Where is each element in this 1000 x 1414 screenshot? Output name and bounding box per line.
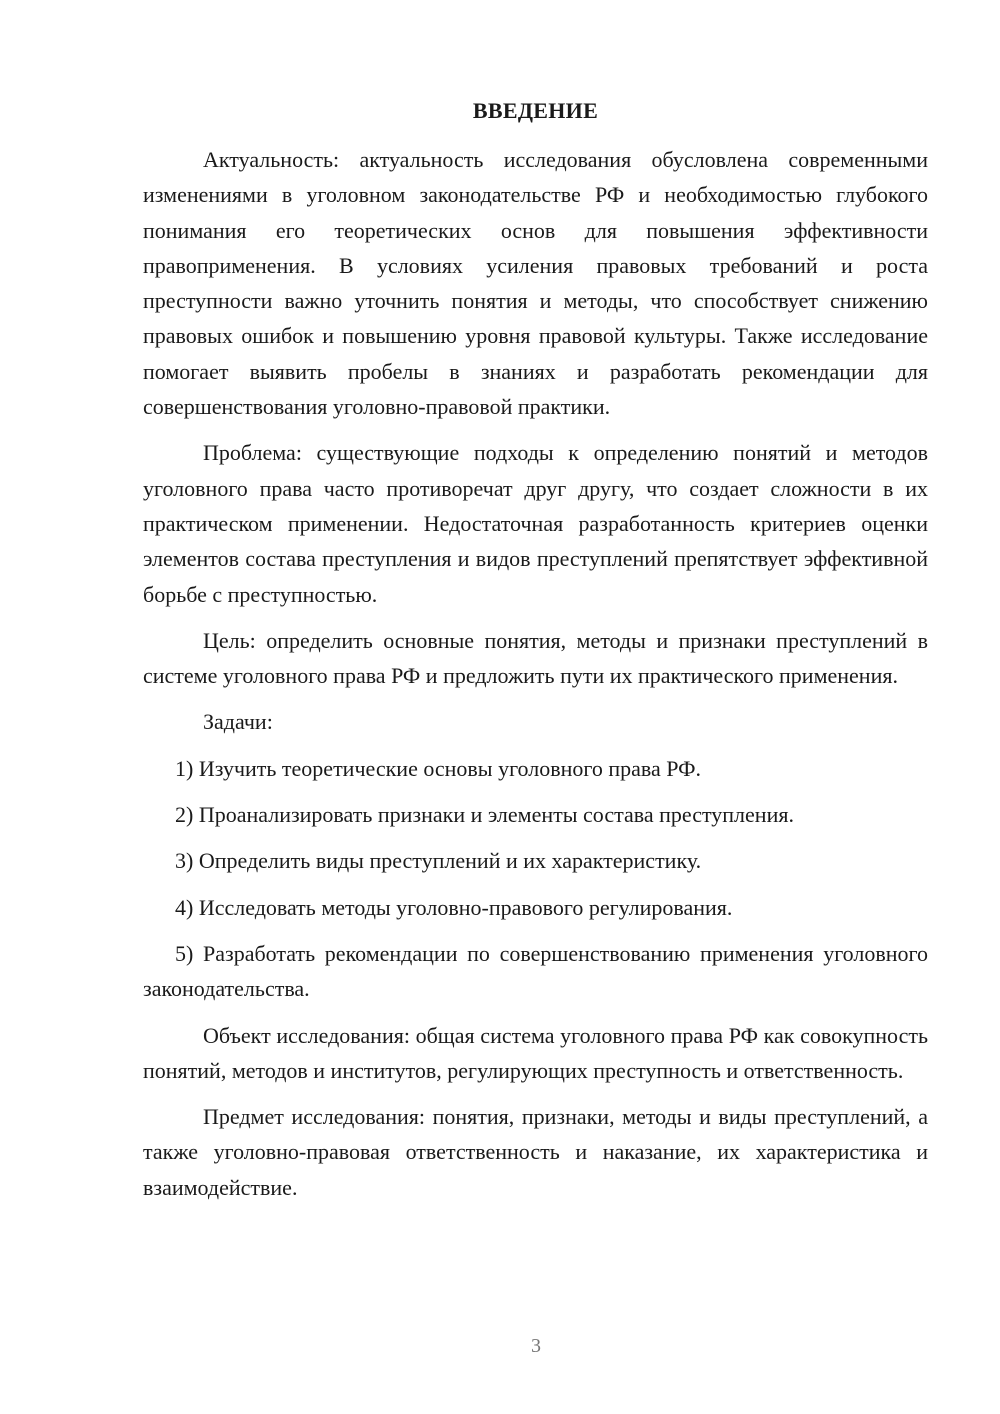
task-item: 3) Определить виды преступлений и их характеристику. [175,848,702,874]
paragraph-subject: Предмет исследования: понятия, признаки, методы и виды преступлений, а также уголовно-правовая ответственность и наказание, их характеристика и взаимодействие. [143,1104,928,1200]
task-item: 2) Проанализировать признаки и элементы состава преступления. [175,802,794,828]
paragraph-object: Объект исследования: общая система уголовного права РФ как совокупность понятий, методов и институтов, регулирующих преступность и ответственность. [143,1022,928,1083]
task-item: 1) Изучить теоретические основы уголовного права РФ. [175,755,702,781]
paragraph-goal: Цель: определить основные понятия, методы и признаки преступлений в системе уголовного права РФ и предложить пути их практического применения. [143,627,928,689]
paragraph-problem: Проблема: существующие подходы к определению понятий и методов уголовного права часто противоречат друг другу, что создает сложности в их практическом применении. Недостаточная разработанность критериев оценки элементов состава преступления и видов преступлений препятствует эффективной борьбе с преступностью. [143,440,928,607]
tasks-heading: Задачи: [203,709,273,735]
document-body [143,142,928,1216]
section-title: ВВЕДЕНИЕ [472,98,599,123]
task-item: 4) Исследовать методы уголовно-правового регулирования. [175,894,733,920]
paragraph-relevance: Актуальность: актуальность исследования обусловлена современными изменениями в уголовном законодательстве РФ и необходимостью глубокого понимания его теоретических основ для повышения эффективности правоприменения. В условиях усиления правовых требований и роста преступности важно уточнить понятия и методы, что способствует снижению правовых ошибок и повышению уровня правовой культуры. Также исследование помогает выявить пробелы в знаниях и разработать рекомендации для совершенствования уголовно-правовой практики. [143,147,928,420]
task-item: 5) Разработать рекомендации по совершенствованию применения уголовного законодательства. [143,940,928,1002]
page-number: 3 [531,1335,541,1357]
